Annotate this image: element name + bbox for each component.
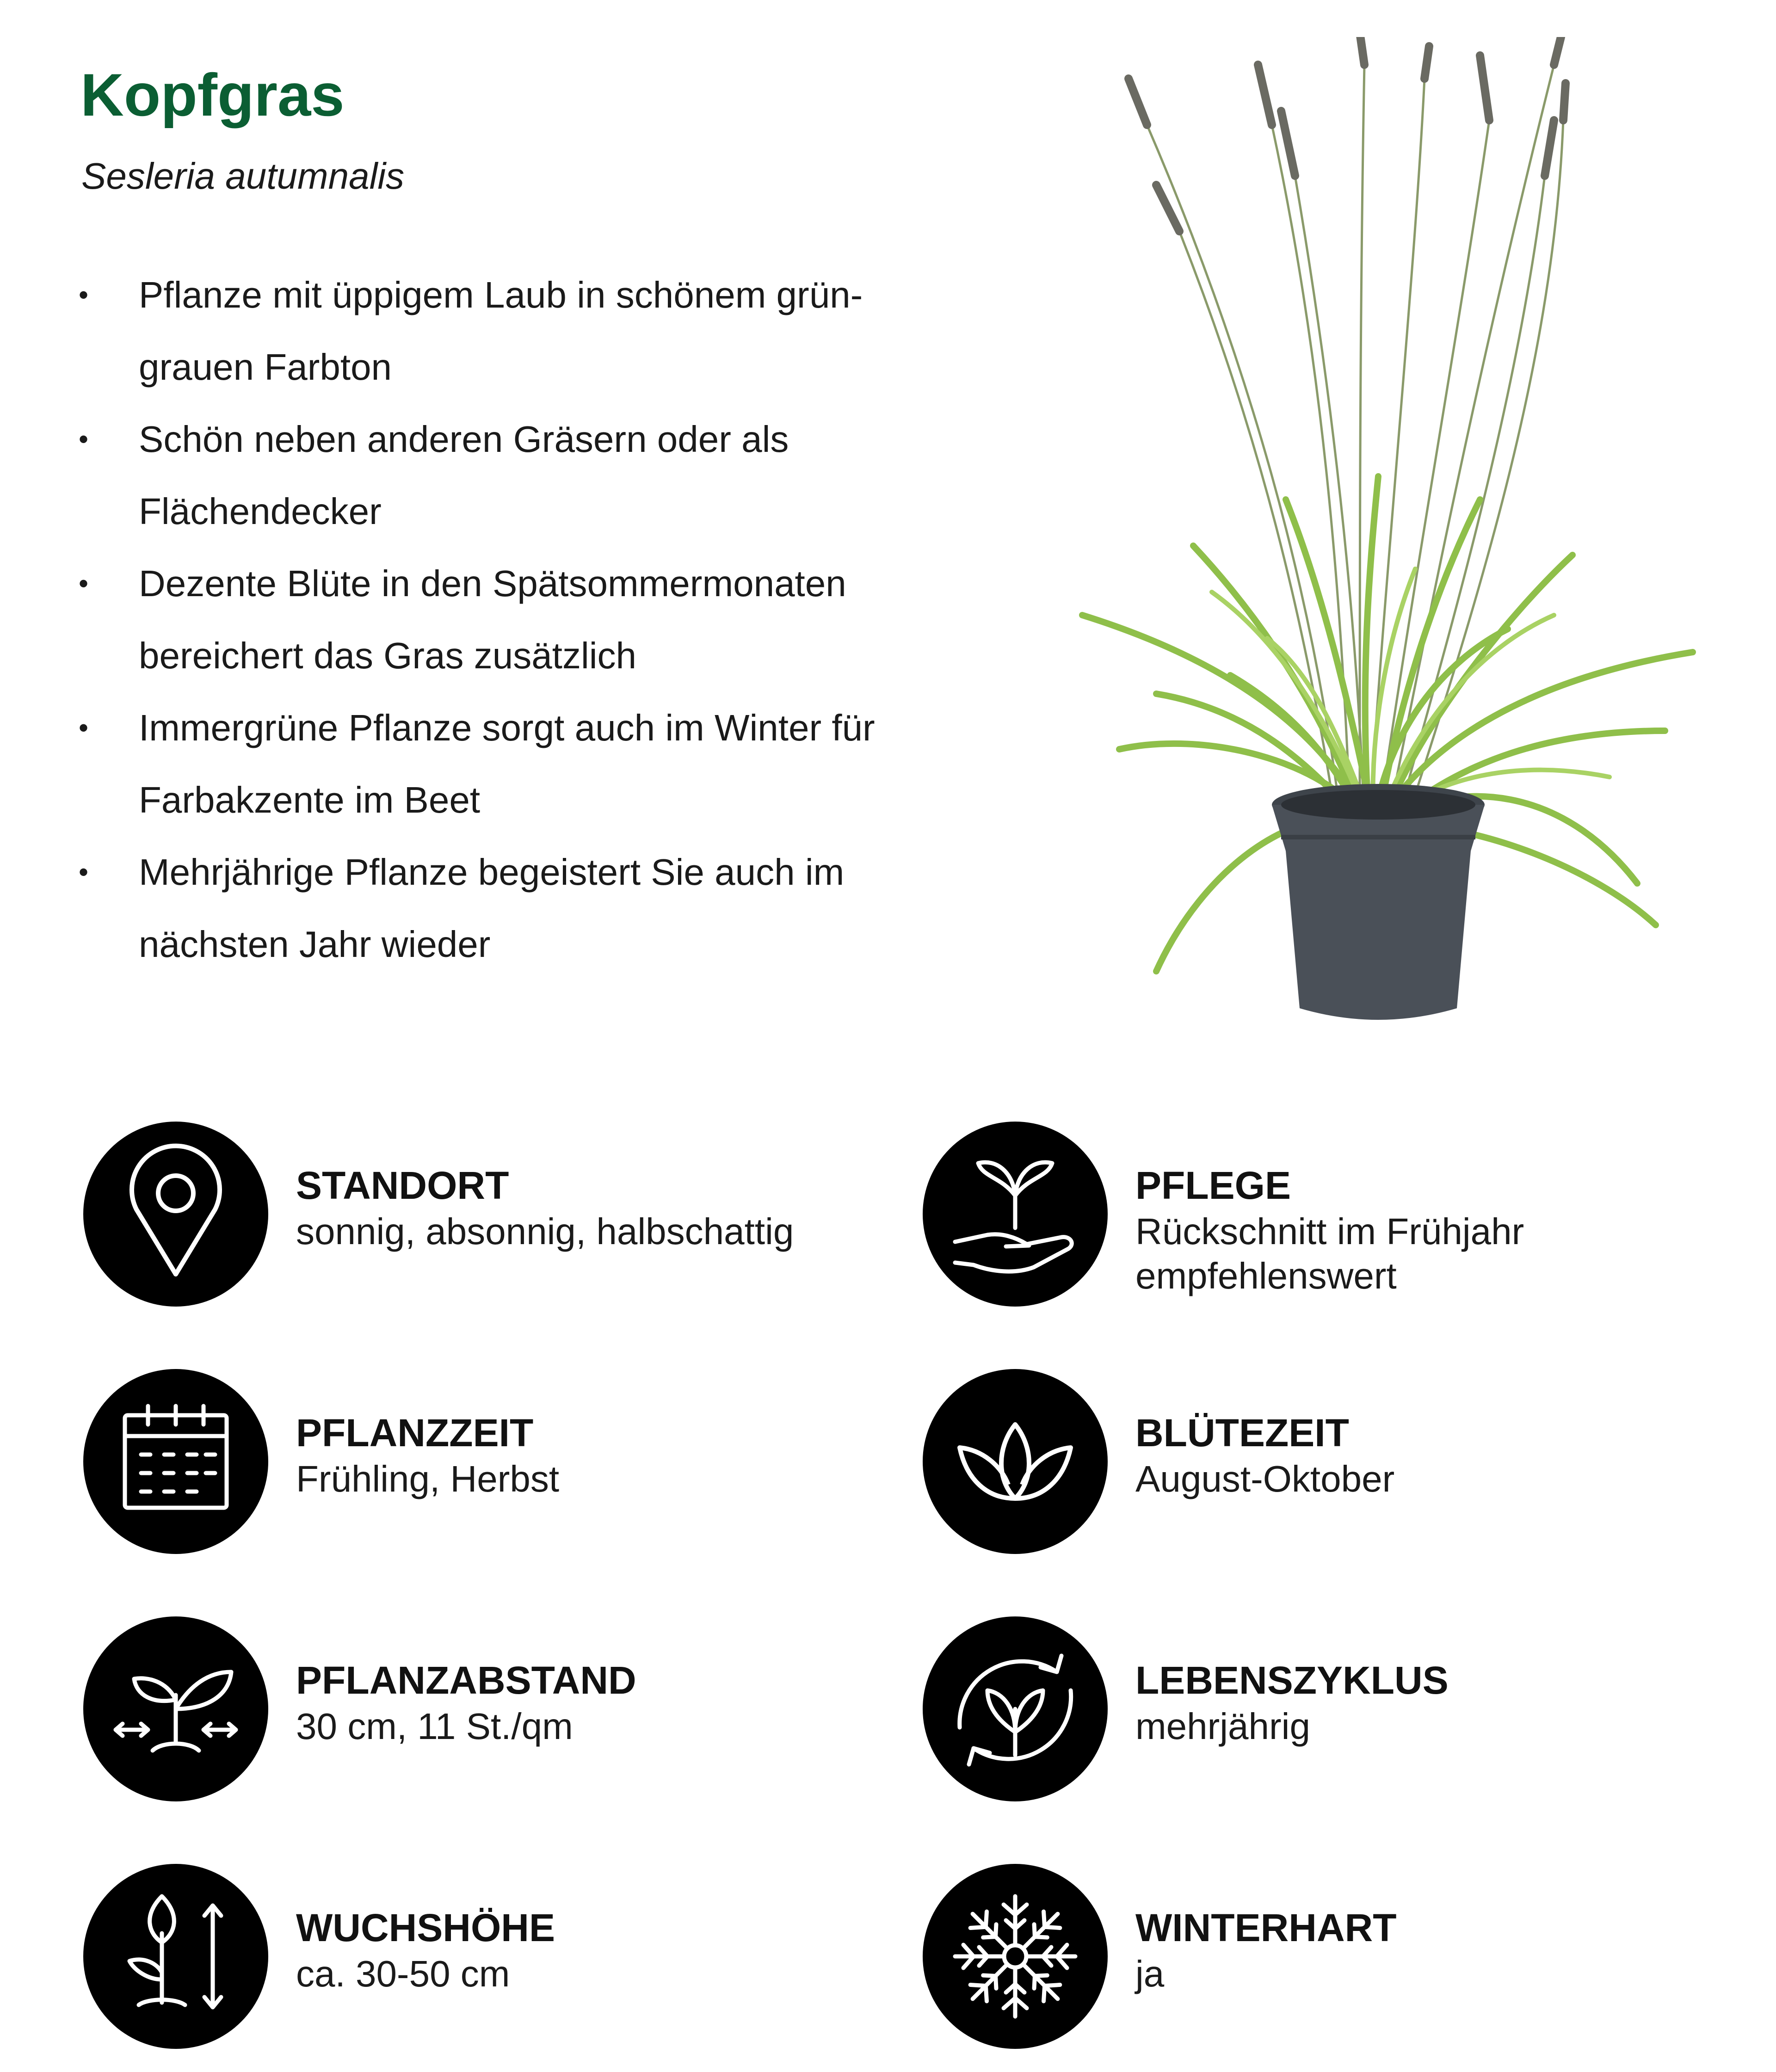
attribute-pflanzabstand [83,1616,870,1801]
feature-item [79,836,957,980]
attribute-value: Frühling, Herbst [296,1458,560,1499]
attribute-label: STANDORT [296,1164,509,1207]
product-title: Kopfgras [80,61,345,129]
attribute-pflege [923,1122,1709,1307]
attribute-value: 30 cm, 11 St./qm [296,1706,573,1747]
attribute-value: ca. 30-50 cm [296,1953,510,1994]
feature-text: Schön neben anderen Gräsern oder als Flächendecker [139,419,789,532]
snowflake-icon [923,1864,1108,2049]
attribute-pflanzzeit [83,1369,870,1554]
feature-text: Dezente Blüte in den Spätsommermonaten bereichert das Gras zusätzlich [139,563,846,676]
plant-image [1064,37,1711,1036]
feature-item [79,403,957,548]
bullet: • [79,279,89,310]
location-pin-icon [83,1122,268,1307]
attribute-value: ja [1135,1953,1165,1994]
attribute-standort [83,1122,870,1307]
bullet: • [79,712,89,743]
attribute-label: LEBENSZYKLUS [1135,1659,1449,1702]
attribute-winterhart [923,1864,1709,2049]
attribute-label: BLÜTEZEIT [1135,1411,1349,1455]
attribute-bluetezeit [923,1369,1709,1554]
attribute-label: PFLEGE [1135,1164,1291,1207]
feature-item [79,548,957,692]
pot-icon [1272,784,1485,1020]
attribute-lebenszyklus [923,1616,1709,1801]
attribute-value: Rückschnitt im Frühjahr empfehlenswert [1135,1211,1524,1296]
plant-spacing-icon [83,1616,268,1801]
plant-height-icon [83,1864,268,2049]
bullet: • [79,424,89,455]
attribute-label: WINTERHART [1135,1906,1397,1949]
attribute-label: WUCHSHÖHE [296,1906,555,1949]
feature-item [79,259,957,403]
feature-list [79,259,957,980]
feature-item [79,692,957,836]
life-cycle-icon [923,1616,1108,1801]
attribute-value: August-Oktober [1135,1458,1395,1499]
feature-text: Pflanze mit üppigem Laub in schönem grün-grauen Farbton [139,274,863,388]
attribute-label: PFLANZZEIT [296,1411,534,1455]
lotus-flower-icon [923,1369,1108,1554]
attribute-wuchshoehe [83,1864,870,2049]
bullet: • [79,857,89,888]
feature-text: Immergrüne Pflanze sorgt auch im Winter für Farbakzente im Beet [139,707,875,820]
attribute-label: PFLANZABSTAND [296,1659,636,1702]
hand-seedling-icon [923,1122,1108,1307]
attribute-value: sonnig, absonnig, halbschattig [296,1211,794,1252]
grass-in-pot-illustration [1064,37,1711,1036]
attribute-value: mehrjährig [1135,1706,1310,1747]
calendar-icon [83,1369,268,1554]
feature-text: Mehrjährige Pflanze begeistert Sie auch im nächsten Jahr wieder [139,851,845,965]
product-latin-name: Sesleria autumnalis [81,155,405,197]
bullet: • [79,568,89,599]
